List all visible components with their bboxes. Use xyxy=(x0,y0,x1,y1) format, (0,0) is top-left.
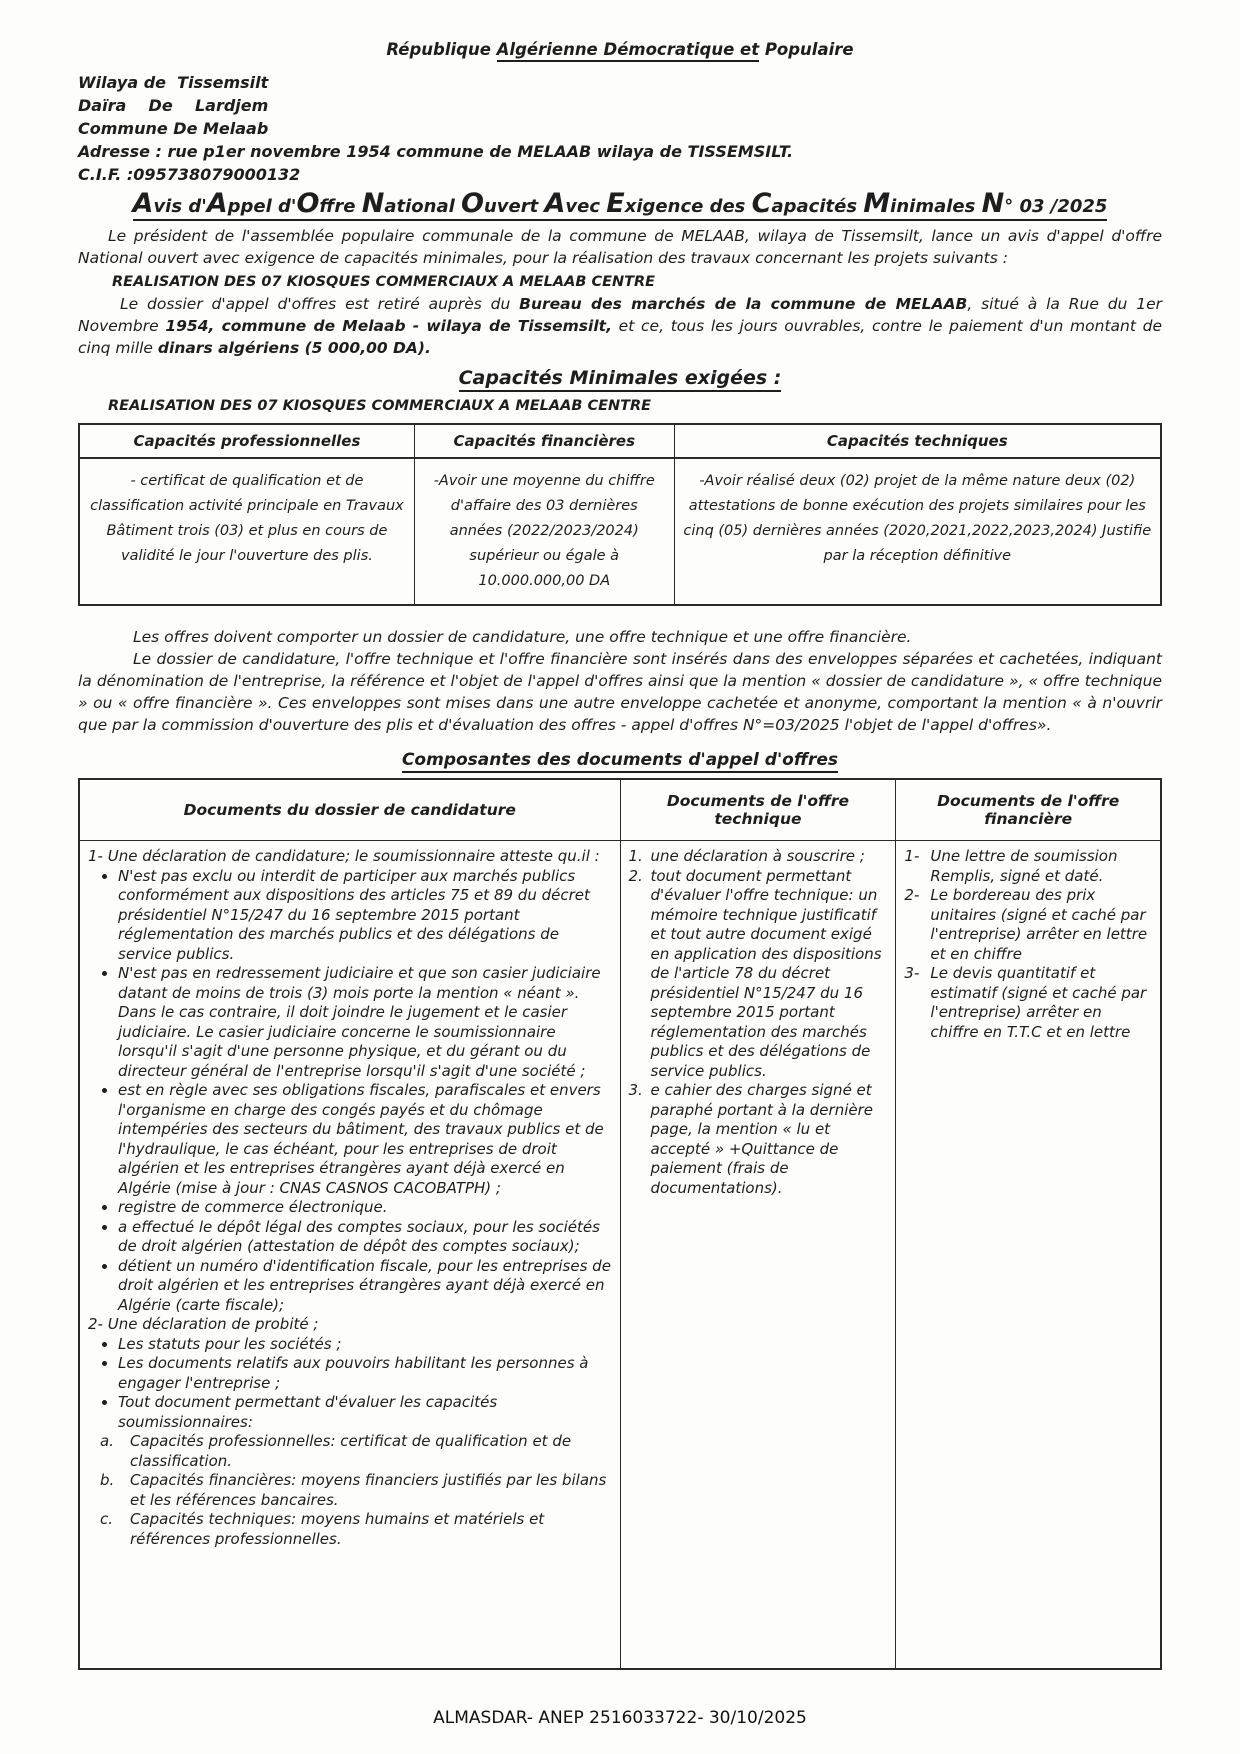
candidature-item-1: 1- Une déclaration de candidature; le soumissionnaire atteste qu.il : xyxy=(88,847,600,865)
candidature-bullet-list-2 xyxy=(88,1335,614,1433)
project-title-2: REALISATION DES 07 KIOSQUES COMMERCIAUX A MELAAB CENTRE xyxy=(108,398,652,414)
dossier-run-6: dinars algériens (5 000,00 DA). xyxy=(157,339,431,357)
sender-adresse: Adresse : rue p1er novembre 1954 commune de MELAAB wilaya de TISSEMSILT. xyxy=(78,142,794,161)
item-text: e cahier des charges signé et paraphé portant à la dernière page, la mention « lu et accepté » +Quittance de paiement (frais de documentations). xyxy=(650,1081,873,1197)
capacities-header-financieres: Capacités financières xyxy=(414,424,674,458)
letter-text: Capacités professionnelles: certificat de qualification et de classification. xyxy=(130,1432,572,1470)
project-title: REALISATION DES 07 KIOSQUES COMMERCIAUX A MELAAB CENTRE xyxy=(112,274,656,290)
capacities-table-body-row xyxy=(79,458,1161,605)
candidature-bullet: • N'est pas en redressement judiciaire et que son casier judiciaire datant de moins de trois (3) mois porte la mention « néant ». Dans le cas contraire, il doit joindre le jugement et le casier judiciaire. Le casier judiciaire concerne le soumissionnaire lorsqu'il s'agit d'une personne physique, et du gérant ou du directeur général de l'entreprise lorsqu'il s'agit d'une société ; xyxy=(118,964,614,1081)
candidature-bullet: • Les documents relatifs aux pouvoirs habilitant les personnes à engager l'entreprise ; xyxy=(118,1354,614,1393)
notice-title: Avis d'Appel d'Offre National Ouvert Avec Exigence des Capacités Minimales N° 03 /2025 xyxy=(132,188,1108,219)
sender-cif: C.I.F. :095738079000132 xyxy=(78,165,301,184)
technique-column xyxy=(620,841,896,1670)
letter-text: Capacités techniques: moyens humains et matériels et références professionnelles. xyxy=(130,1510,545,1548)
financiere-item-3 xyxy=(904,964,1154,1042)
item-text: Une lettre de soumission Remplis, signé et daté. xyxy=(930,847,1118,885)
components-heading: Composantes des documents d'appel d'offres xyxy=(78,750,1162,770)
candidature-bullet: • est en règle avec ses obligations fiscales, parafiscales et envers l'organisme en charge des congés payés et du chômage intempéries des secteurs du bâtiment, des travaux publics et de l'hydraulique, le cas échéant, pour les entreprises de droit algérien et les entreprises étrangères ayant déjà exercé en Algérie (mise à jour : CNAS CASNOS CACOBATPH) ; xyxy=(118,1081,614,1198)
capacities-cell-financieres: -Avoir une moyenne du chiffre d'affaire des 03 dernières années (2022/2023/2024) supérieur ou égale à 10.000.000,00 DA xyxy=(414,458,674,605)
dossier-run-4: 1954, commune de Melaab - wilaya de Tissemsilt, xyxy=(165,317,612,335)
republic-post: Populaire xyxy=(759,40,854,59)
documents-header-financiere: Documents de l'offre financière xyxy=(896,779,1161,841)
financiere-item-2 xyxy=(904,886,1154,964)
candidature-bullet: • a effectué le dépôt légal des comptes sociaux, pour les sociétés de droit algérien (attestation de dépôt des comptes sociaux); xyxy=(118,1218,614,1257)
capacities-header-professionnelles: Capacités professionnelles xyxy=(79,424,414,458)
candidature-item-2: 2- Une déclaration de probité ; xyxy=(88,1315,319,1333)
candidature-bullet: • N'est pas exclu ou interdit de participer aux marchés publics conformément aux dispositions des articles 75 et 89 du décret présidentiel N°15/247 du 16 septembre 2015 portant réglementation des marchés publics et des délégations de service publics. xyxy=(118,867,614,965)
candidature-column xyxy=(79,841,620,1670)
capacities-cell-professionnelles: - certificat de qualification et de classification activité principale en Travaux Bâtiment trois (03) et plus en cours de validité le jour l'ouverture des plis. xyxy=(79,458,414,605)
sender-daira: Daïra De Lardjem xyxy=(78,96,269,115)
item-label: 2. xyxy=(628,866,643,885)
sender-commune: Commune De Melaab xyxy=(78,119,269,138)
candidature-letter-c xyxy=(88,1510,614,1549)
republic-underlined: Algérienne Démocratique et xyxy=(497,40,759,62)
dossier-paragraph xyxy=(78,293,1162,359)
candidature-bullet-list-1 xyxy=(88,867,614,1316)
item-text: une déclaration à souscrire ; xyxy=(650,847,865,865)
documents-table-body-row xyxy=(79,841,1161,1670)
candidature-bullet: • Tout document permettant d'évaluer les capacités soumissionnaires: xyxy=(118,1393,614,1432)
republic-pre: République xyxy=(386,40,497,59)
documents-table-header-row xyxy=(79,779,1161,841)
dossier-run-1: Le dossier d'appel d'offres est retiré auprès du xyxy=(120,295,520,313)
intro-paragraph: Le président de l'assemblée populaire communale de la commune de MELAAB, wilaya de Tissemsilt, lance un avis d'appel d'offre National ouvert avec exigence de capacités minimales, pour la réalisation des travaux concernant les projets suivants : xyxy=(78,227,1162,267)
republic-header-line xyxy=(78,40,1162,59)
item-text: tout document permettant d'évaluer l'offre technique: un mémoire technique justificatif et tout autre document exigé en application des dispositions de l'article 78 du décret présidentiel N°15/247 du 16 septembre 2015 portant réglementation des marchés publics et des délégations de service publics. xyxy=(650,866,882,1080)
financiere-column xyxy=(896,841,1161,1670)
technique-item-1 xyxy=(629,847,890,867)
capacities-table xyxy=(78,423,1162,606)
offers-paragraph-1: Les offres doivent comporter un dossier de candidature, une offre technique et une offre financière. xyxy=(133,628,912,646)
candidature-bullet: • détient un numéro d'identification fiscale, pour les entreprises de droit algérien et les entreprises étrangères ayant déjà exercé en Algérie (carte fiscale); xyxy=(118,1257,614,1316)
documents-header-candidature: Documents du dossier de candidature xyxy=(79,779,620,841)
dossier-run-5: et ce, tous les jours ouvrables, contre le paiement d'un montant de cinq mille xyxy=(78,317,1163,357)
candidature-letter-a xyxy=(88,1432,614,1471)
item-text: Le bordereau des prix unitaires (signé et caché par l'entreprise) arrêter en lettre et en chiffre xyxy=(930,886,1148,963)
dossier-run-2: Bureau des marchés de la commune de MELAAB xyxy=(519,295,968,313)
financiere-item-1 xyxy=(904,847,1154,886)
candidature-bullet: • Les statuts pour les sociétés ; xyxy=(118,1335,614,1355)
capacities-cell-techniques: -Avoir réalisé deux (02) projet de la même nature deux (02) attestations de bonne exécution des projets similaires pour les cinq (05) dernières années (2020,2021,2022,2023,2024) Justifie par la réception définitive xyxy=(674,458,1161,605)
item-label: 1. xyxy=(628,847,643,865)
letter-label: b. xyxy=(100,1471,115,1489)
item-label: 3- xyxy=(904,964,920,982)
dossier-run-3: , situé à la Rue du 1er Novembre xyxy=(78,295,1162,335)
letter-text: Capacités financières: moyens financiers justifiés par les bilans et les références bancaires. xyxy=(130,1471,607,1509)
capacities-heading: Capacités Minimales exigées : xyxy=(78,367,1162,389)
item-label: 1- xyxy=(904,847,920,865)
candidature-letter-b xyxy=(88,1471,614,1510)
technique-item-3 xyxy=(629,1081,890,1198)
technique-item-2 xyxy=(629,867,890,1082)
item-label: 3. xyxy=(628,1081,643,1099)
documents-table xyxy=(78,778,1162,1670)
anep-footer-note: ALMASDAR- ANEP 2516033722- 30/10/2025 xyxy=(433,1708,807,1728)
capacities-table-header-row xyxy=(79,424,1161,458)
letter-label: a. xyxy=(100,1432,114,1450)
item-text: Le devis quantitatif et estimatif (signé et caché par l'entreprise) arrêter en chiffre en T.T.C et en lettre xyxy=(930,964,1147,1041)
sender-block xyxy=(78,71,1162,186)
sender-wilaya: Wilaya de Tissemsilt xyxy=(78,73,269,92)
letter-label: c. xyxy=(100,1510,114,1528)
documents-header-technique: Documents de l'offre technique xyxy=(620,779,896,841)
capacities-header-techniques: Capacités techniques xyxy=(674,424,1161,458)
item-label: 2- xyxy=(904,886,920,904)
offers-paragraph-2: Le dossier de candidature, l'offre technique et l'offre financière sont insérés dans des enveloppes séparées et cachetées, indiquant la dénomination de l'entreprise, la référence et l'objet de l'appel d'offres ainsi que la mention « dossier de candidature », « offre technique » ou « offre financière ». Ces enveloppes sont mises dans une autre enveloppe cachetée et anonyme, comportant la mention « à n'ouvrir que par la commission d'ouverture des plis et d'évaluation des offres - appel d'offres N°=03/2025 l'objet de l'appel d'offres». xyxy=(78,650,1162,734)
candidature-bullet: • registre de commerce électronique. xyxy=(118,1198,614,1218)
